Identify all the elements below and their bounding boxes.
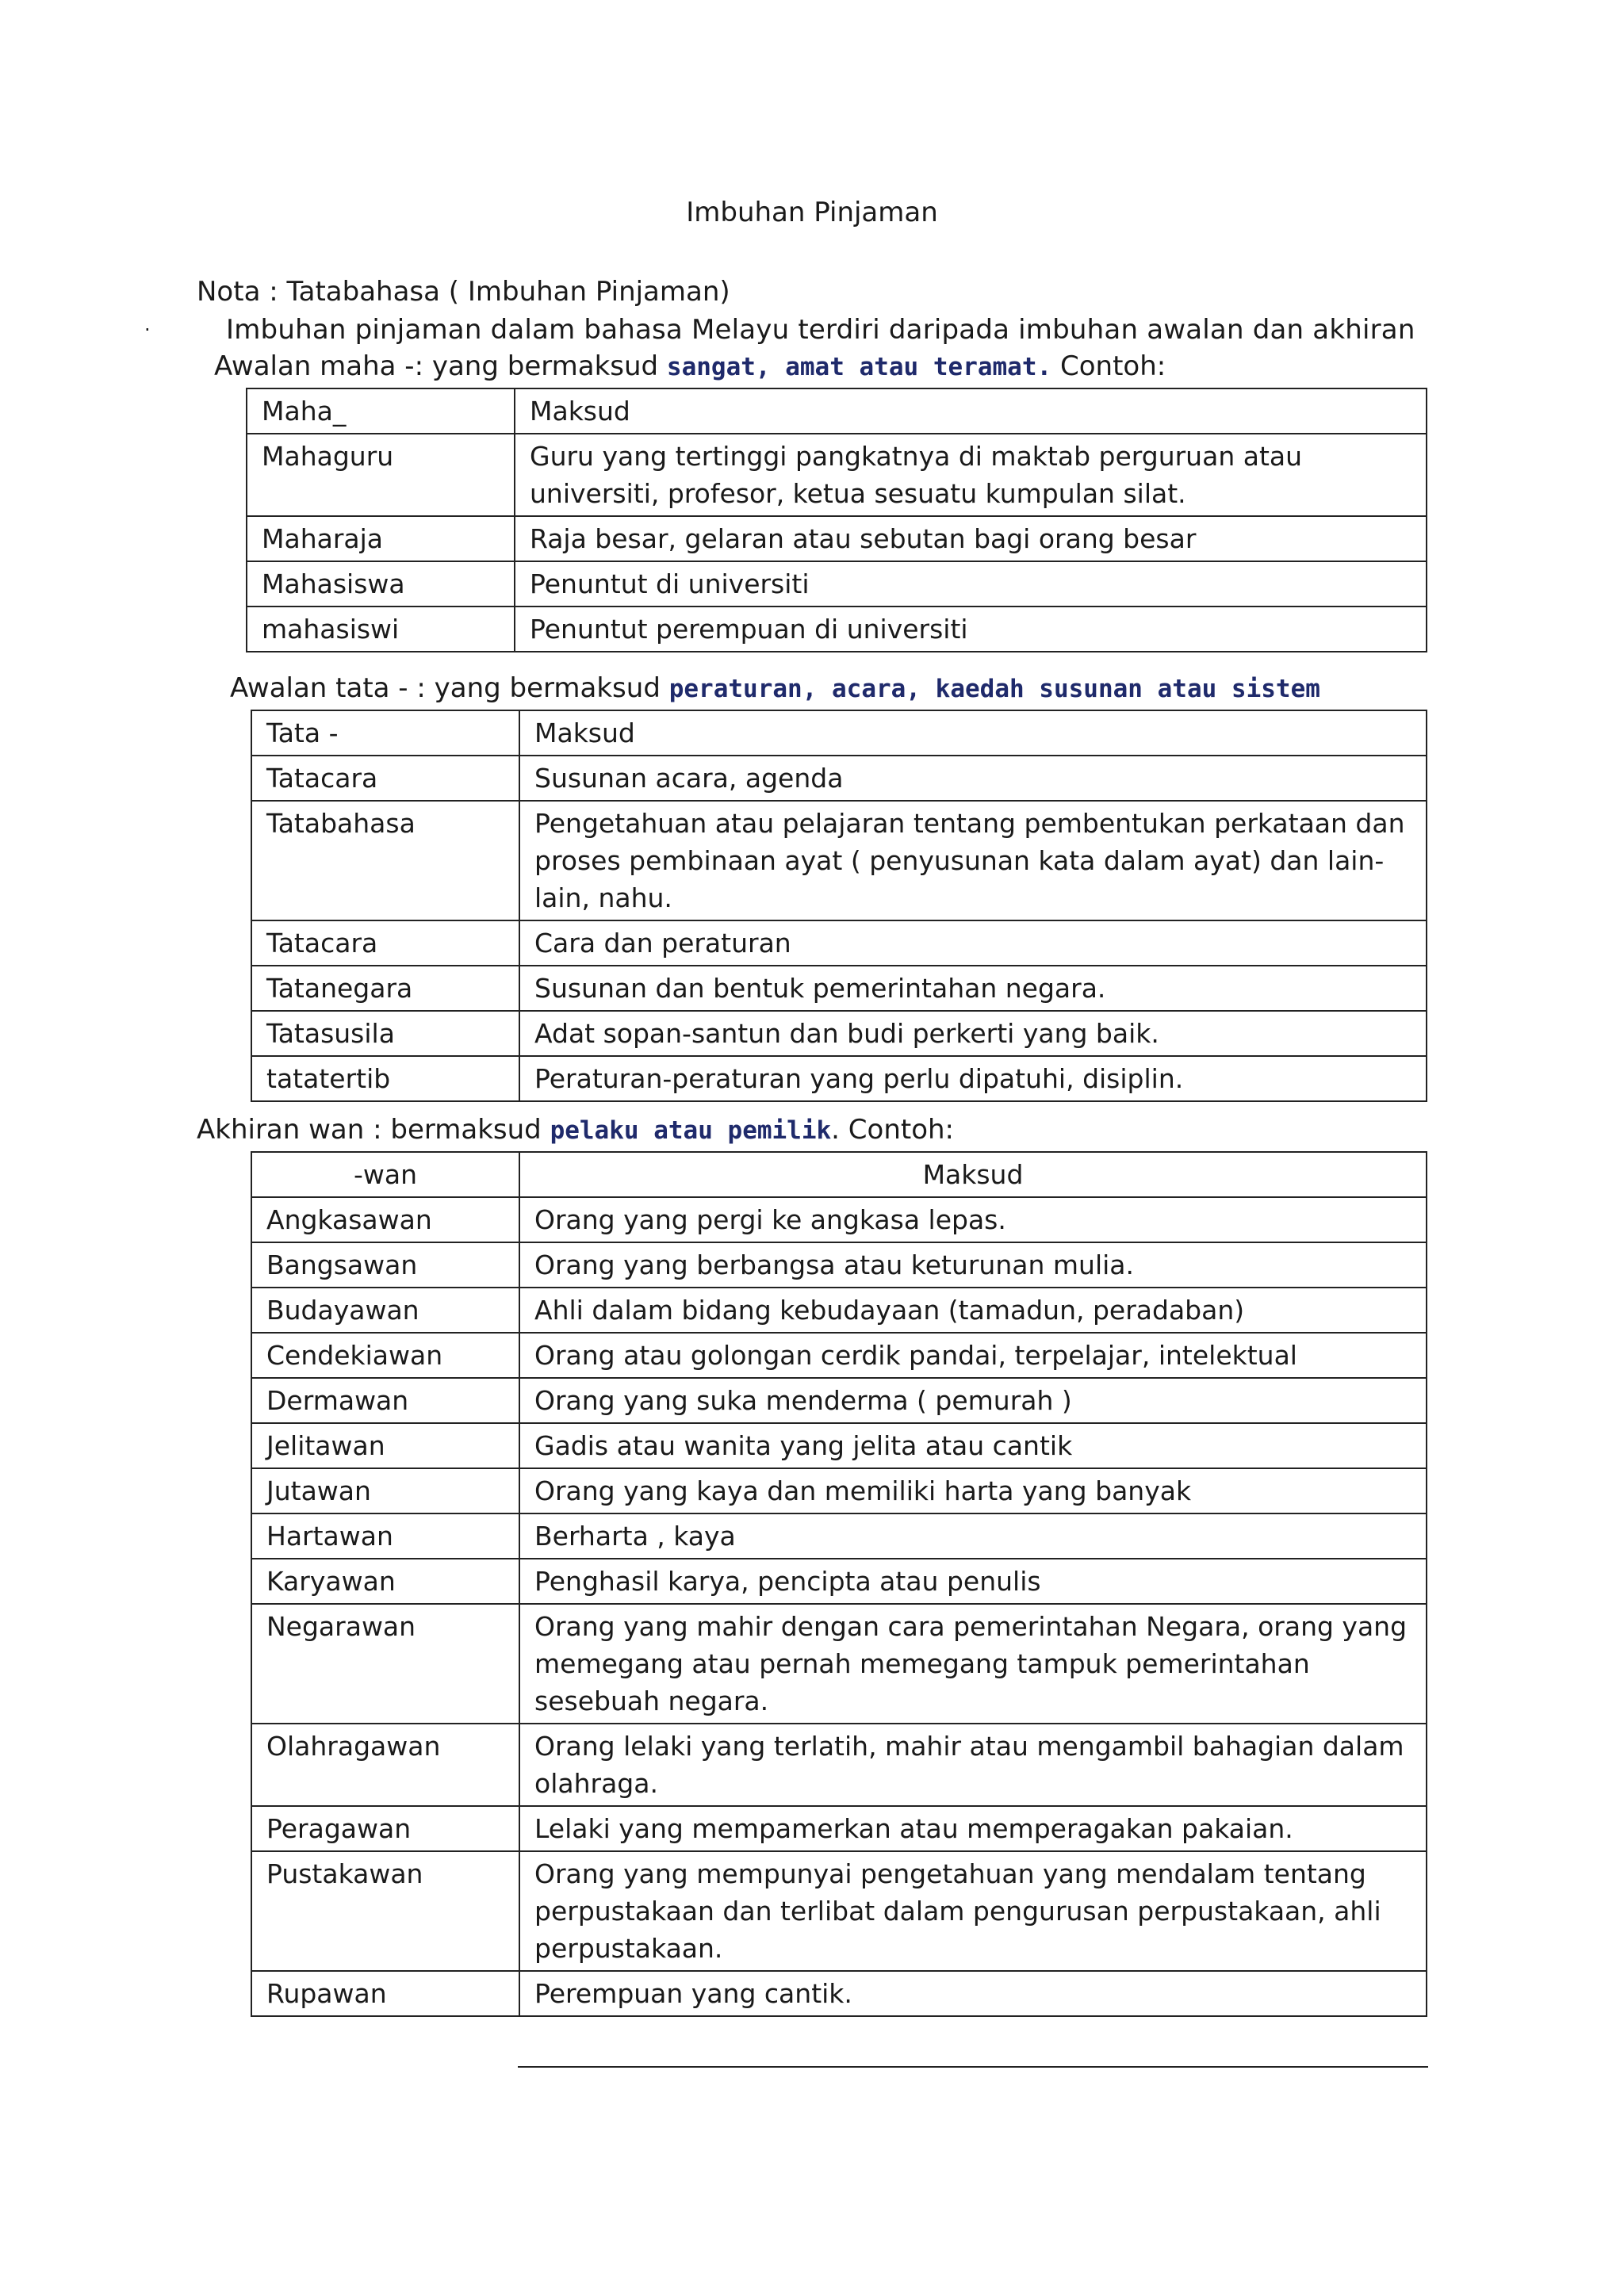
header-meaning: Maksud bbox=[519, 710, 1427, 756]
cell-meaning: Guru yang tertinggi pangkatnya di maktab perguruan atau universiti, profesor, ketua sesuatu kumpulan silat. bbox=[515, 434, 1427, 516]
cell-meaning: Orang yang suka menderma ( pemurah ) bbox=[519, 1378, 1427, 1423]
cell-term: Jutawan bbox=[251, 1468, 519, 1513]
section-wan-prefix: Akhiran wan : bermaksud bbox=[197, 1114, 542, 1146]
cell-term: Dermawan bbox=[251, 1378, 519, 1423]
table-row bbox=[251, 1056, 1427, 1101]
table-row bbox=[251, 756, 1427, 801]
table-row bbox=[251, 1288, 1427, 1333]
cell-term: Maharaja bbox=[247, 516, 515, 561]
section-maha-suffix: Contoh: bbox=[1060, 350, 1166, 382]
cell-meaning: Orang yang kaya dan memiliki harta yang banyak bbox=[519, 1468, 1427, 1513]
cell-term: Hartawan bbox=[251, 1513, 519, 1559]
table-row bbox=[251, 801, 1427, 920]
table-row bbox=[247, 561, 1427, 607]
cell-term: Tatanegara bbox=[251, 966, 519, 1011]
cell-term: Cendekiawan bbox=[251, 1333, 519, 1378]
table-row bbox=[251, 1806, 1427, 1851]
cell-meaning: Peraturan-peraturan yang perlu dipatuhi, disiplin. bbox=[519, 1056, 1427, 1101]
table-row bbox=[251, 1011, 1427, 1056]
table-tata bbox=[251, 710, 1427, 1102]
table-row bbox=[247, 434, 1427, 516]
cell-term: Rupawan bbox=[251, 1971, 519, 2016]
cell-meaning: Penuntut perempuan di universiti bbox=[515, 607, 1427, 652]
section-wan-suffix: . Contoh: bbox=[831, 1114, 955, 1146]
cell-term: Tatabahasa bbox=[251, 801, 519, 920]
cell-term: Peragawan bbox=[251, 1806, 519, 1851]
note-heading: Nota : Tatabahasa ( Imbuhan Pinjaman) bbox=[197, 276, 730, 308]
table-row bbox=[247, 516, 1427, 561]
section-tata-emphasis: peraturan, acara, kaedah susunan atau sistem bbox=[668, 675, 1320, 703]
cell-term: Karyawan bbox=[251, 1559, 519, 1604]
cell-meaning: Penuntut di universiti bbox=[515, 561, 1427, 607]
cell-meaning: Orang lelaki yang terlatih, mahir atau mengambil bahagian dalam olahraga. bbox=[519, 1724, 1427, 1806]
table-row bbox=[251, 1423, 1427, 1468]
section-tata-prefix: Awalan tata - : yang bermaksud bbox=[230, 672, 661, 704]
table-row bbox=[251, 1604, 1427, 1724]
cell-meaning: Raja besar, gelaran atau sebutan bagi orang besar bbox=[515, 516, 1427, 561]
cell-term: Budayawan bbox=[251, 1288, 519, 1333]
cell-meaning: Orang yang pergi ke angkasa lepas. bbox=[519, 1197, 1427, 1242]
cell-meaning: Susunan acara, agenda bbox=[519, 756, 1427, 801]
section-wan-intro bbox=[197, 1114, 954, 1146]
table-row bbox=[251, 1724, 1427, 1806]
table-wan bbox=[251, 1151, 1427, 2017]
table-maha bbox=[246, 388, 1427, 652]
cell-term: Olahragawan bbox=[251, 1724, 519, 1806]
cell-meaning: Berharta , kaya bbox=[519, 1513, 1427, 1559]
table-row bbox=[247, 607, 1427, 652]
table-row bbox=[251, 1378, 1427, 1423]
table-row bbox=[251, 966, 1427, 1011]
table-row bbox=[251, 1468, 1427, 1513]
cell-term: Pustakawan bbox=[251, 1851, 519, 1971]
intro-text: Imbuhan pinjaman dalam bahasa Melayu terdiri daripada imbuhan awalan dan akhiran bbox=[226, 314, 1415, 346]
cell-meaning: Orang yang berbangsa atau keturunan mulia. bbox=[519, 1242, 1427, 1288]
cell-term: Angkasawan bbox=[251, 1197, 519, 1242]
cell-term: tatatertib bbox=[251, 1056, 519, 1101]
section-maha-prefix: Awalan maha -: yang bermaksud bbox=[214, 350, 659, 382]
table-header-row bbox=[251, 710, 1427, 756]
header-term: -wan bbox=[251, 1152, 519, 1197]
header-meaning: Maksud bbox=[515, 388, 1427, 434]
section-maha-emphasis: sangat, amat atau teramat. bbox=[666, 353, 1052, 381]
cell-meaning: Orang yang mempunyai pengetahuan yang mendalam tentang perpustakaan dan terlibat dalam pengurusan perpustakaan, ahli perpustakaan. bbox=[519, 1851, 1427, 1971]
cell-meaning: Pengetahuan atau pelajaran tentang pembentukan perkataan dan proses pembinaan ayat ( penyusunan kata dalam ayat) dan lain-lain, nahu. bbox=[519, 801, 1427, 920]
section-tata-intro bbox=[230, 672, 1320, 704]
cell-term: Tatasusila bbox=[251, 1011, 519, 1056]
section-wan-emphasis: pelaku atau pemilik bbox=[550, 1116, 832, 1145]
table-row bbox=[251, 1513, 1427, 1559]
cell-term: Negarawan bbox=[251, 1604, 519, 1724]
cell-term: Tatacara bbox=[251, 920, 519, 966]
cell-term: Mahasiswa bbox=[247, 561, 515, 607]
cell-meaning: Gadis atau wanita yang jelita atau cantik bbox=[519, 1423, 1427, 1468]
cell-term: Bangsawan bbox=[251, 1242, 519, 1288]
cell-meaning: Perempuan yang cantik. bbox=[519, 1971, 1427, 2016]
table-row bbox=[251, 1242, 1427, 1288]
cell-meaning: Adat sopan-santun dan budi perkerti yang baik. bbox=[519, 1011, 1427, 1056]
cell-meaning: Susunan dan bentuk pemerintahan negara. bbox=[519, 966, 1427, 1011]
cell-meaning: Cara dan peraturan bbox=[519, 920, 1427, 966]
table-header-row bbox=[251, 1152, 1427, 1197]
table-row bbox=[251, 1851, 1427, 1971]
table-row bbox=[251, 1971, 1427, 2016]
table-header-row bbox=[247, 388, 1427, 434]
table-row bbox=[251, 1197, 1427, 1242]
cell-term: Jelitawan bbox=[251, 1423, 519, 1468]
cell-meaning: Orang atau golongan cerdik pandai, terpelajar, intelektual bbox=[519, 1333, 1427, 1378]
page-title: Imbuhan Pinjaman bbox=[686, 197, 938, 228]
table-row bbox=[251, 1333, 1427, 1378]
cell-meaning: Orang yang mahir dengan cara pemerintahan Negara, orang yang memegang atau pernah memegang tampuk pemerintahan sesebuah negara. bbox=[519, 1604, 1427, 1724]
cell-meaning: Lelaki yang mempamerkan atau memperagakan pakaian. bbox=[519, 1806, 1427, 1851]
cell-term: mahasiswi bbox=[247, 607, 515, 652]
cell-term: Tatacara bbox=[251, 756, 519, 801]
table-row bbox=[251, 1559, 1427, 1604]
cell-meaning: Ahli dalam bidang kebudayaan (tamadun, peradaban) bbox=[519, 1288, 1427, 1333]
header-term: Maha_ bbox=[247, 388, 515, 434]
footer-rule bbox=[518, 2066, 1428, 2068]
cell-meaning: Penghasil karya, pencipta atau penulis bbox=[519, 1559, 1427, 1604]
cell-term: Mahaguru bbox=[247, 434, 515, 516]
header-term: Tata - bbox=[251, 710, 519, 756]
header-meaning: Maksud bbox=[519, 1152, 1427, 1197]
section-maha-intro bbox=[214, 350, 1166, 382]
table-row bbox=[251, 920, 1427, 966]
bullet-marker: · bbox=[144, 319, 151, 341]
